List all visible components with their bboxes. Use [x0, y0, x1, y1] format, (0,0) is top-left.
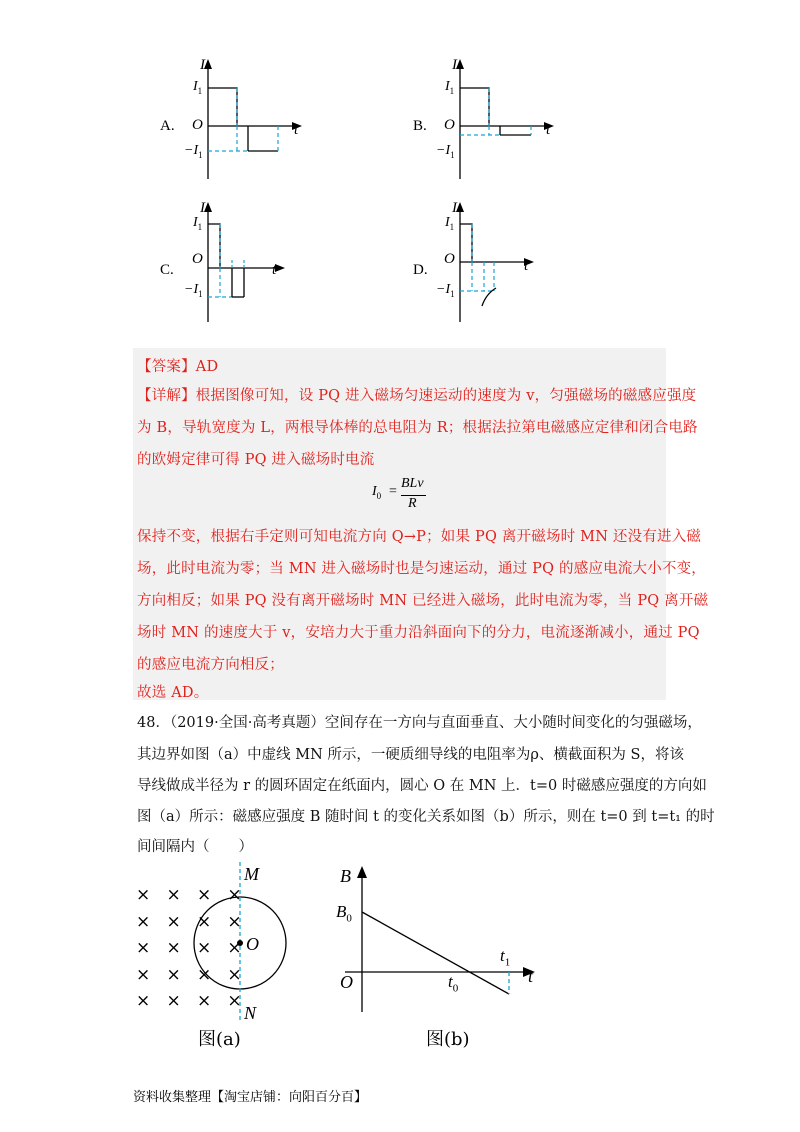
figure-b	[330, 862, 550, 1022]
figure-b-x-label: t	[528, 966, 534, 986]
question-line-1: 48．（2019·全国·高考真题）空间存在一方向与直面垂直、大小随时间变化的匀强磁场，	[137, 715, 702, 731]
formula-numerator: BLv	[401, 476, 424, 491]
detail-line-3: 的欧姆定律可得 PQ 进入磁场时电流	[137, 452, 375, 468]
option-b-origin: O	[444, 117, 455, 133]
figure-b-b0: $B_0$	[336, 902, 352, 925]
figure-a-m-label: M	[244, 864, 259, 884]
question-line-2: 其边界如图（a）中虚线 MN 所示，一硬质细导线的电阻率为ρ、横截面积为 S，将该	[137, 747, 684, 763]
detail-line-1: 【详解】根据图像可知，设 PQ 进入磁场匀速运动的速度为 v，匀强磁场的磁感应强度	[137, 388, 697, 404]
option-b-t-label: t	[546, 122, 551, 138]
option-c-label: C.	[160, 262, 174, 278]
option-c-t-label: t	[272, 262, 277, 278]
option-a-neg-i1: $-I_1$	[184, 143, 203, 160]
cross-row: × × × ×	[136, 938, 242, 958]
figure-a-o-label: O	[246, 934, 259, 954]
figure-a	[130, 862, 290, 1022]
cross-grid	[136, 882, 246, 1012]
option-a-t-label: t	[294, 122, 299, 138]
after-line-1: 保持不变，根据右手定则可知电流方向 Q→P；如果 PQ 离开磁场时 MN 还没有进入磁	[137, 529, 702, 545]
after-line-3: 方向相反；如果 PQ 没有离开磁场时 MN 已经进入磁场，此时电流为零，当 PQ 离开磁	[137, 593, 709, 609]
after-line-6: 故选 AD。	[137, 685, 209, 701]
detail-line-2: 为 B，导轨宽度为 L，两根导体棒的总电阻为 R；根据法拉第电磁感应定律和闭合电路	[137, 420, 698, 436]
cross-row: × × × ×	[136, 911, 242, 932]
option-b-i1: $I_1$	[445, 79, 455, 96]
figure-b-y-label: B	[340, 866, 351, 886]
option-b-neg-i1: $-I_1$	[436, 143, 455, 160]
option-d-origin: O	[444, 251, 455, 267]
question-line-3: 导线做成半径为 r 的圆环固定在纸面内，圆心 O 在 MN 上．t=0 时磁感应强度的方向如	[137, 778, 707, 794]
option-c-i1: $I_1$	[193, 215, 203, 232]
after-line-2: 场，此时电流为零；当 MN 进入磁场时也是匀速运动，通过 PQ 的感应电流大小不变，	[137, 561, 707, 577]
option-c-origin: O	[192, 251, 203, 267]
option-c-neg-i1: $-I_1$	[184, 282, 203, 299]
cross-row: × × × ×	[136, 964, 242, 985]
answer-line: 【答案】AD	[137, 359, 219, 375]
option-a-graph	[180, 55, 320, 185]
option-a-y-label: I	[200, 57, 205, 73]
formula-eq: =	[389, 484, 397, 499]
option-b-y-label: I	[452, 57, 457, 73]
option-c-graph	[180, 198, 320, 328]
option-b-graph	[432, 55, 572, 185]
formula	[372, 476, 452, 516]
question-line-4: 图（a）所示：磁感应强度 B 随时间 t 的变化关系如图（b）所示，则在 t=0 到 t=t₁ 的时	[137, 809, 715, 825]
option-d-neg-i1: $-I_1$	[436, 282, 455, 299]
cross-row: × × × ×	[136, 885, 242, 905]
figure-b-svg	[330, 862, 550, 1022]
question-line-5: 间间隔内（ ）	[137, 839, 253, 855]
option-c-y-label: I	[200, 200, 205, 216]
figure-a-caption: 图(a)	[198, 1029, 241, 1050]
option-d-y-label: I	[452, 200, 457, 216]
option-d-label: D.	[413, 262, 428, 278]
option-a-label: A.	[160, 118, 175, 134]
formula-denominator: R	[408, 496, 417, 511]
option-a-origin: O	[192, 117, 203, 133]
formula-lhs: $I_0$	[372, 484, 382, 501]
footer-text: 资料收集整理【淘宝店铺：向阳百分百】	[133, 1090, 368, 1105]
option-d-graph	[432, 198, 572, 328]
option-d-t-label: t	[524, 258, 529, 274]
after-line-4: 场时 MN 的速度大于 v，安培力大于重力沿斜面向下的分力，电流逐渐减小，通过 PQ	[137, 625, 700, 641]
cross-row: × × × ×	[136, 991, 242, 1011]
figure-b-caption: 图(b)	[426, 1029, 470, 1050]
figure-b-t0: $t_0$	[448, 972, 459, 995]
figure-b-t1: $t_1$	[500, 946, 511, 969]
option-a-i1: $I_1$	[193, 79, 203, 96]
after-line-5: 的感应电流方向相反；	[137, 657, 284, 673]
figure-a-n-label: N	[244, 1003, 257, 1023]
option-d-i1: $I_1$	[445, 215, 455, 232]
option-b-label: B.	[413, 118, 427, 134]
figure-b-origin: O	[340, 972, 353, 992]
